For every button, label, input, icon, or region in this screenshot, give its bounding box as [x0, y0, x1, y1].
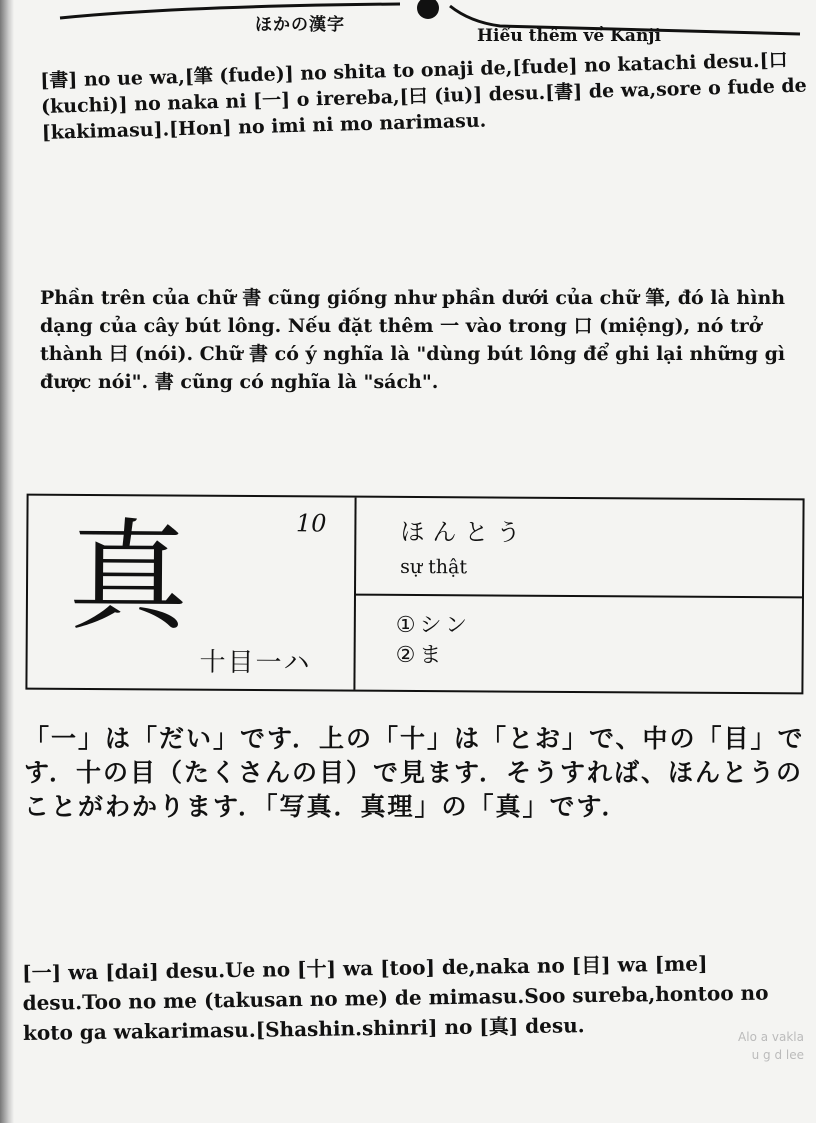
kanji-card-readings-cell	[355, 596, 802, 693]
kanji-card-meaning-cell	[356, 498, 803, 599]
romaji-paragraph-1: [書] no ue wa,[筆 (fude)] no shita to onaji de,[fude] no katachi desu.[口 (kuchi)] no naka ni [一] o irereba,[曰 (iu)] desu.[書] de wa,sore o fude de [kakimasu].[Hon] no imi ni mo narimasu.	[40, 49, 808, 144]
stroke-count: 10	[295, 509, 327, 538]
kanji-reading-kun: ②ま	[395, 642, 446, 669]
kanji-character: 真	[67, 507, 189, 648]
kanji-components: 十目一ハ	[199, 647, 312, 679]
bleed-through-text: Alo a vakla u g d lee	[738, 1030, 804, 1062]
kanji-kana: ほんとう	[400, 517, 529, 547]
kanji-reading-on: ①シン	[395, 612, 472, 639]
japanese-explanation: 「一」は「だい」です．上の「十」は「とお」で、中の「目」です．十の目（たくさんの目）で見ます．そうすれば、ほんとうのことがわかります．「写真．真理」の「真」です．	[24, 724, 805, 821]
header-japanese-title: ほかの漢字	[255, 15, 345, 35]
vietnamese-paragraph: Phần trên của chữ 書 cũng giống như phần dưới của chữ 筆, đó là hình dạng của cây bút lông. Nếu đặt thêm 一 vào trong 口 (miệng), nó trở thành 曰 (nói). Chữ 書 có ý nghĩa là "dùng bút lông để ghi lại những gì được nói". 書 cũng có nghĩa là "sách".	[40, 287, 786, 393]
kanji-card	[25, 494, 804, 695]
header-vietnamese-title: Hiểu thêm về Kanji	[477, 26, 661, 46]
kanji-meaning: sự thật	[400, 555, 468, 579]
kanji-card-left	[27, 496, 356, 690]
romaji-paragraph-2: [一] wa [dai] desu.Ue no [十] wa [too] de,naka no [目] wa [me] desu.Too no me (takusan no me) de mimasu.Soo sureba,hontoo no koto ga wakarimasu.[Shashin.shinri] no [真] desu.	[22, 951, 769, 1045]
page-edge-shadow	[0, 0, 14, 1123]
